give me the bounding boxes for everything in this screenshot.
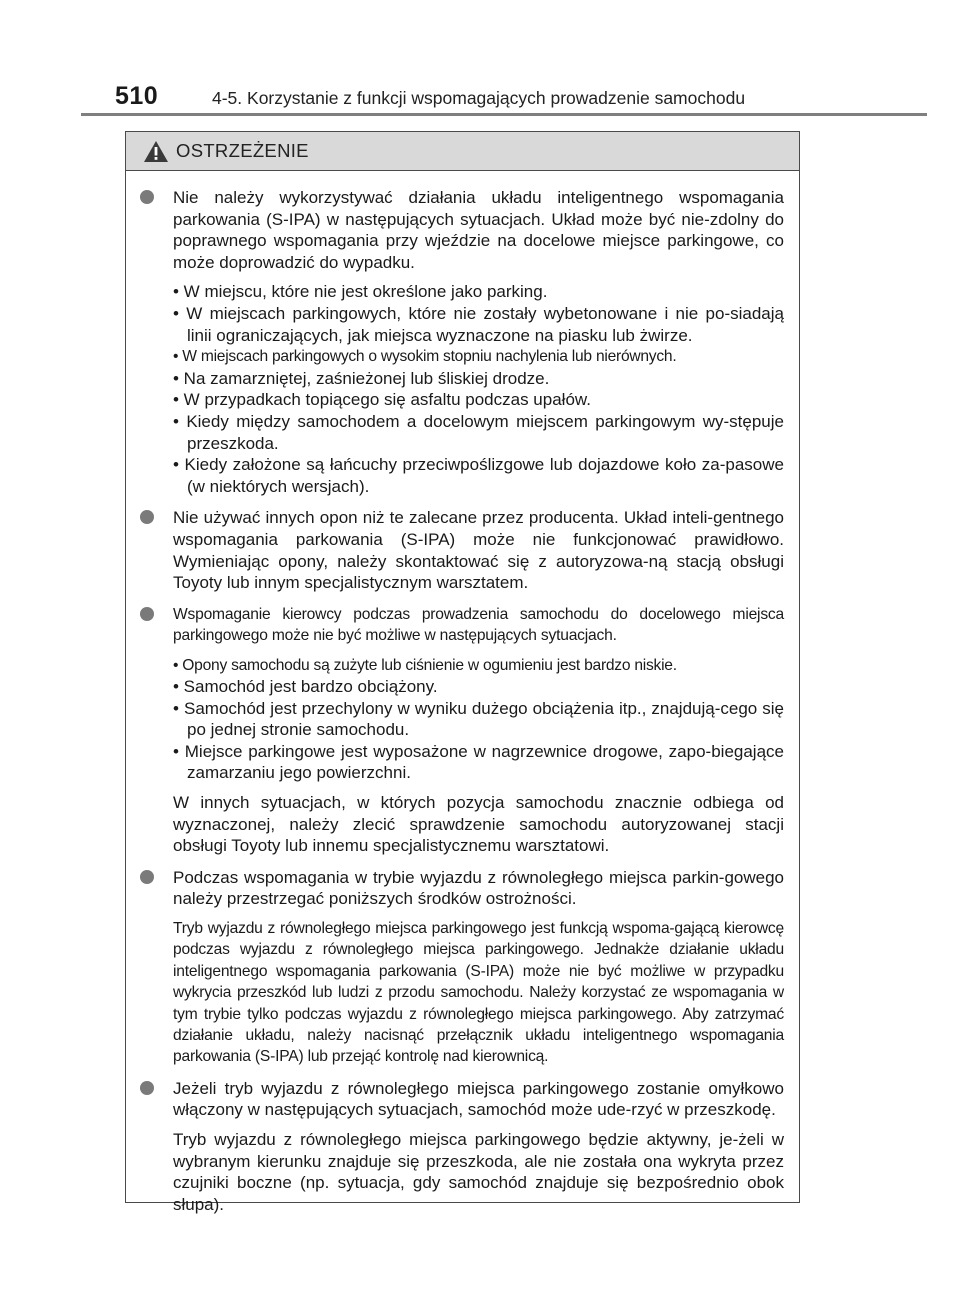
warning-title: OSTRZEŻENIE xyxy=(176,140,309,161)
warning-body xyxy=(126,171,799,1225)
chapter-title: 4-5. Korzystanie z funkcji wspomagających prowadzenie samochodu xyxy=(212,88,746,108)
warning-header xyxy=(126,132,799,171)
sub-item: • Na zamarzniętej, zaśnieżonej lub śliskiej drodze. xyxy=(173,368,550,388)
sub-list xyxy=(173,281,784,497)
sub-item: • Samochód jest bardzo obciążony. xyxy=(173,677,438,697)
item-text: Jeżeli tryb wyjazdu z równoległego miejsca parkingowego zostanie omyłkowo włączony w następujących sytuacjach, samochód może ude-rzyć w przeszkodę. xyxy=(173,1078,784,1120)
bullet-dot-icon xyxy=(140,1081,154,1095)
warning-item xyxy=(173,867,784,1068)
sub-item: • W miejscach parkingowych, które nie zostały wybetonowane i nie po-siadają linii ograniczających, jak miejsca wyznaczone na piasku lub żwirze. xyxy=(173,303,784,345)
page-header xyxy=(115,82,745,111)
warning-box xyxy=(125,131,800,1214)
item-note: Tryb wyjazdu z równoległego miejsca parkingowego będzie aktywny, je-żeli w wybranym kierunku znajduje się przeszkoda, ale nie została ona wykryta przez czujniki boczne (np. sytuacja, gdy samochód znajduje się bezpośrednio obok słupa). xyxy=(173,1130,784,1214)
item-text: Wspomaganie kierowcy podczas prowadzenia samochodu do docelowego miejsca parkingowego może nie być możliwe w następujących sytuacjach. xyxy=(173,605,784,645)
warning-item xyxy=(173,507,784,593)
sub-item: • Kiedy między samochodem a docelowym miejscem parkingowym wy-stępuje przeszkoda. xyxy=(173,411,784,453)
page-number: 510 xyxy=(115,82,159,110)
warning-triangle-icon xyxy=(143,140,169,163)
warning-item xyxy=(173,187,784,497)
sub-item: • W miejscu, które nie jest określone jako parking. xyxy=(173,282,548,302)
warning-item xyxy=(173,604,784,857)
item-note: W innych sytuacjach, w których pozycja samochodu znacznie odbiega od wyznaczonej, należy zlecić sprawdzenie samochodu autoryzowanej stacji obsługi Toyoty lub innemu specjalistycznemu warsztatowi. xyxy=(173,793,784,856)
item-text: Podczas wspomagania w trybie wyjazdu z równoległego miejsca parkin-gowego należy przestrzegać poniższych środków ostrożności. xyxy=(173,867,784,909)
bullet-dot-icon xyxy=(140,870,154,884)
bullet-dot-icon xyxy=(140,190,154,204)
item-text: Nie należy wykorzystywać działania układu inteligentnego wspomagania parkowania (S-IPA) w następujących sytuacjach. Układ może być nie-zdolny do poprawnego wspomagania przy wjeździe na docelowe miejsce parkingowe, co może doprowadzić do wypadku. xyxy=(173,188,784,272)
sub-item: • W przypadkach topiącego się asfaltu podczas upałów. xyxy=(173,390,591,410)
sub-list xyxy=(173,655,784,785)
warning-item xyxy=(173,1078,784,1216)
header-divider xyxy=(81,113,927,116)
sub-item: • Samochód jest przechylony w wyniku dużego obciążenia itp., znajdują-cego się po jednej stronie samochodu. xyxy=(173,698,784,740)
sub-item: • W miejscach parkingowych o wysokim stopniu nachylenia lub nierównych. xyxy=(173,348,677,366)
item-note: Tryb wyjazdu z równoległego miejsca parkingowego jest funkcją wspoma-gającą kierowcę podczas wyjazdu z równoległego miejsca parkingowego. Jednakże działanie układu inteligentnego wspomagania parkowania (S-IPA) może nie być możliwe w przypadku wykrycia przeszkód lub ludzi z przodu samochodu. Należy korzystać ze wspomagania w tym trybie tylko podczas wyjazdu z równoległego miejsca parkingowego. Aby zatrzymać działanie układu, należy nacisnąć przełącznik układu inteligentnego wspomagania parkowania (S-IPA) lub przejąć kontrolę nad kierownicą. xyxy=(173,920,784,1066)
sub-item: • Miejsce parkingowe jest wyposażone w nagrzewnice drogowe, zapo-biegające zamarzaniu jego powierzchni. xyxy=(173,741,784,783)
item-text: Nie używać innych opon niż te zalecane przez producenta. Układ inteli-gentnego wspomagania parkowania (S-IPA) może nie funkcjonować prawidłowo. Wymieniając opony, należy skontaktować się z autoryzowa-ną stacją obsługi Toyoty lub innym specjalistycznym warsztatem. xyxy=(173,508,784,593)
bullet-dot-icon xyxy=(140,510,154,524)
sub-item: • Kiedy założone są łańcuchy przeciwpoślizgowe lub dojazdowe koło za-pasowe (w niektórych wersjach). xyxy=(173,455,784,496)
bullet-dot-icon xyxy=(140,607,154,621)
sub-item: • Opony samochodu są zużyte lub ciśnienie w ogumieniu jest bardzo niskie. xyxy=(173,656,677,674)
